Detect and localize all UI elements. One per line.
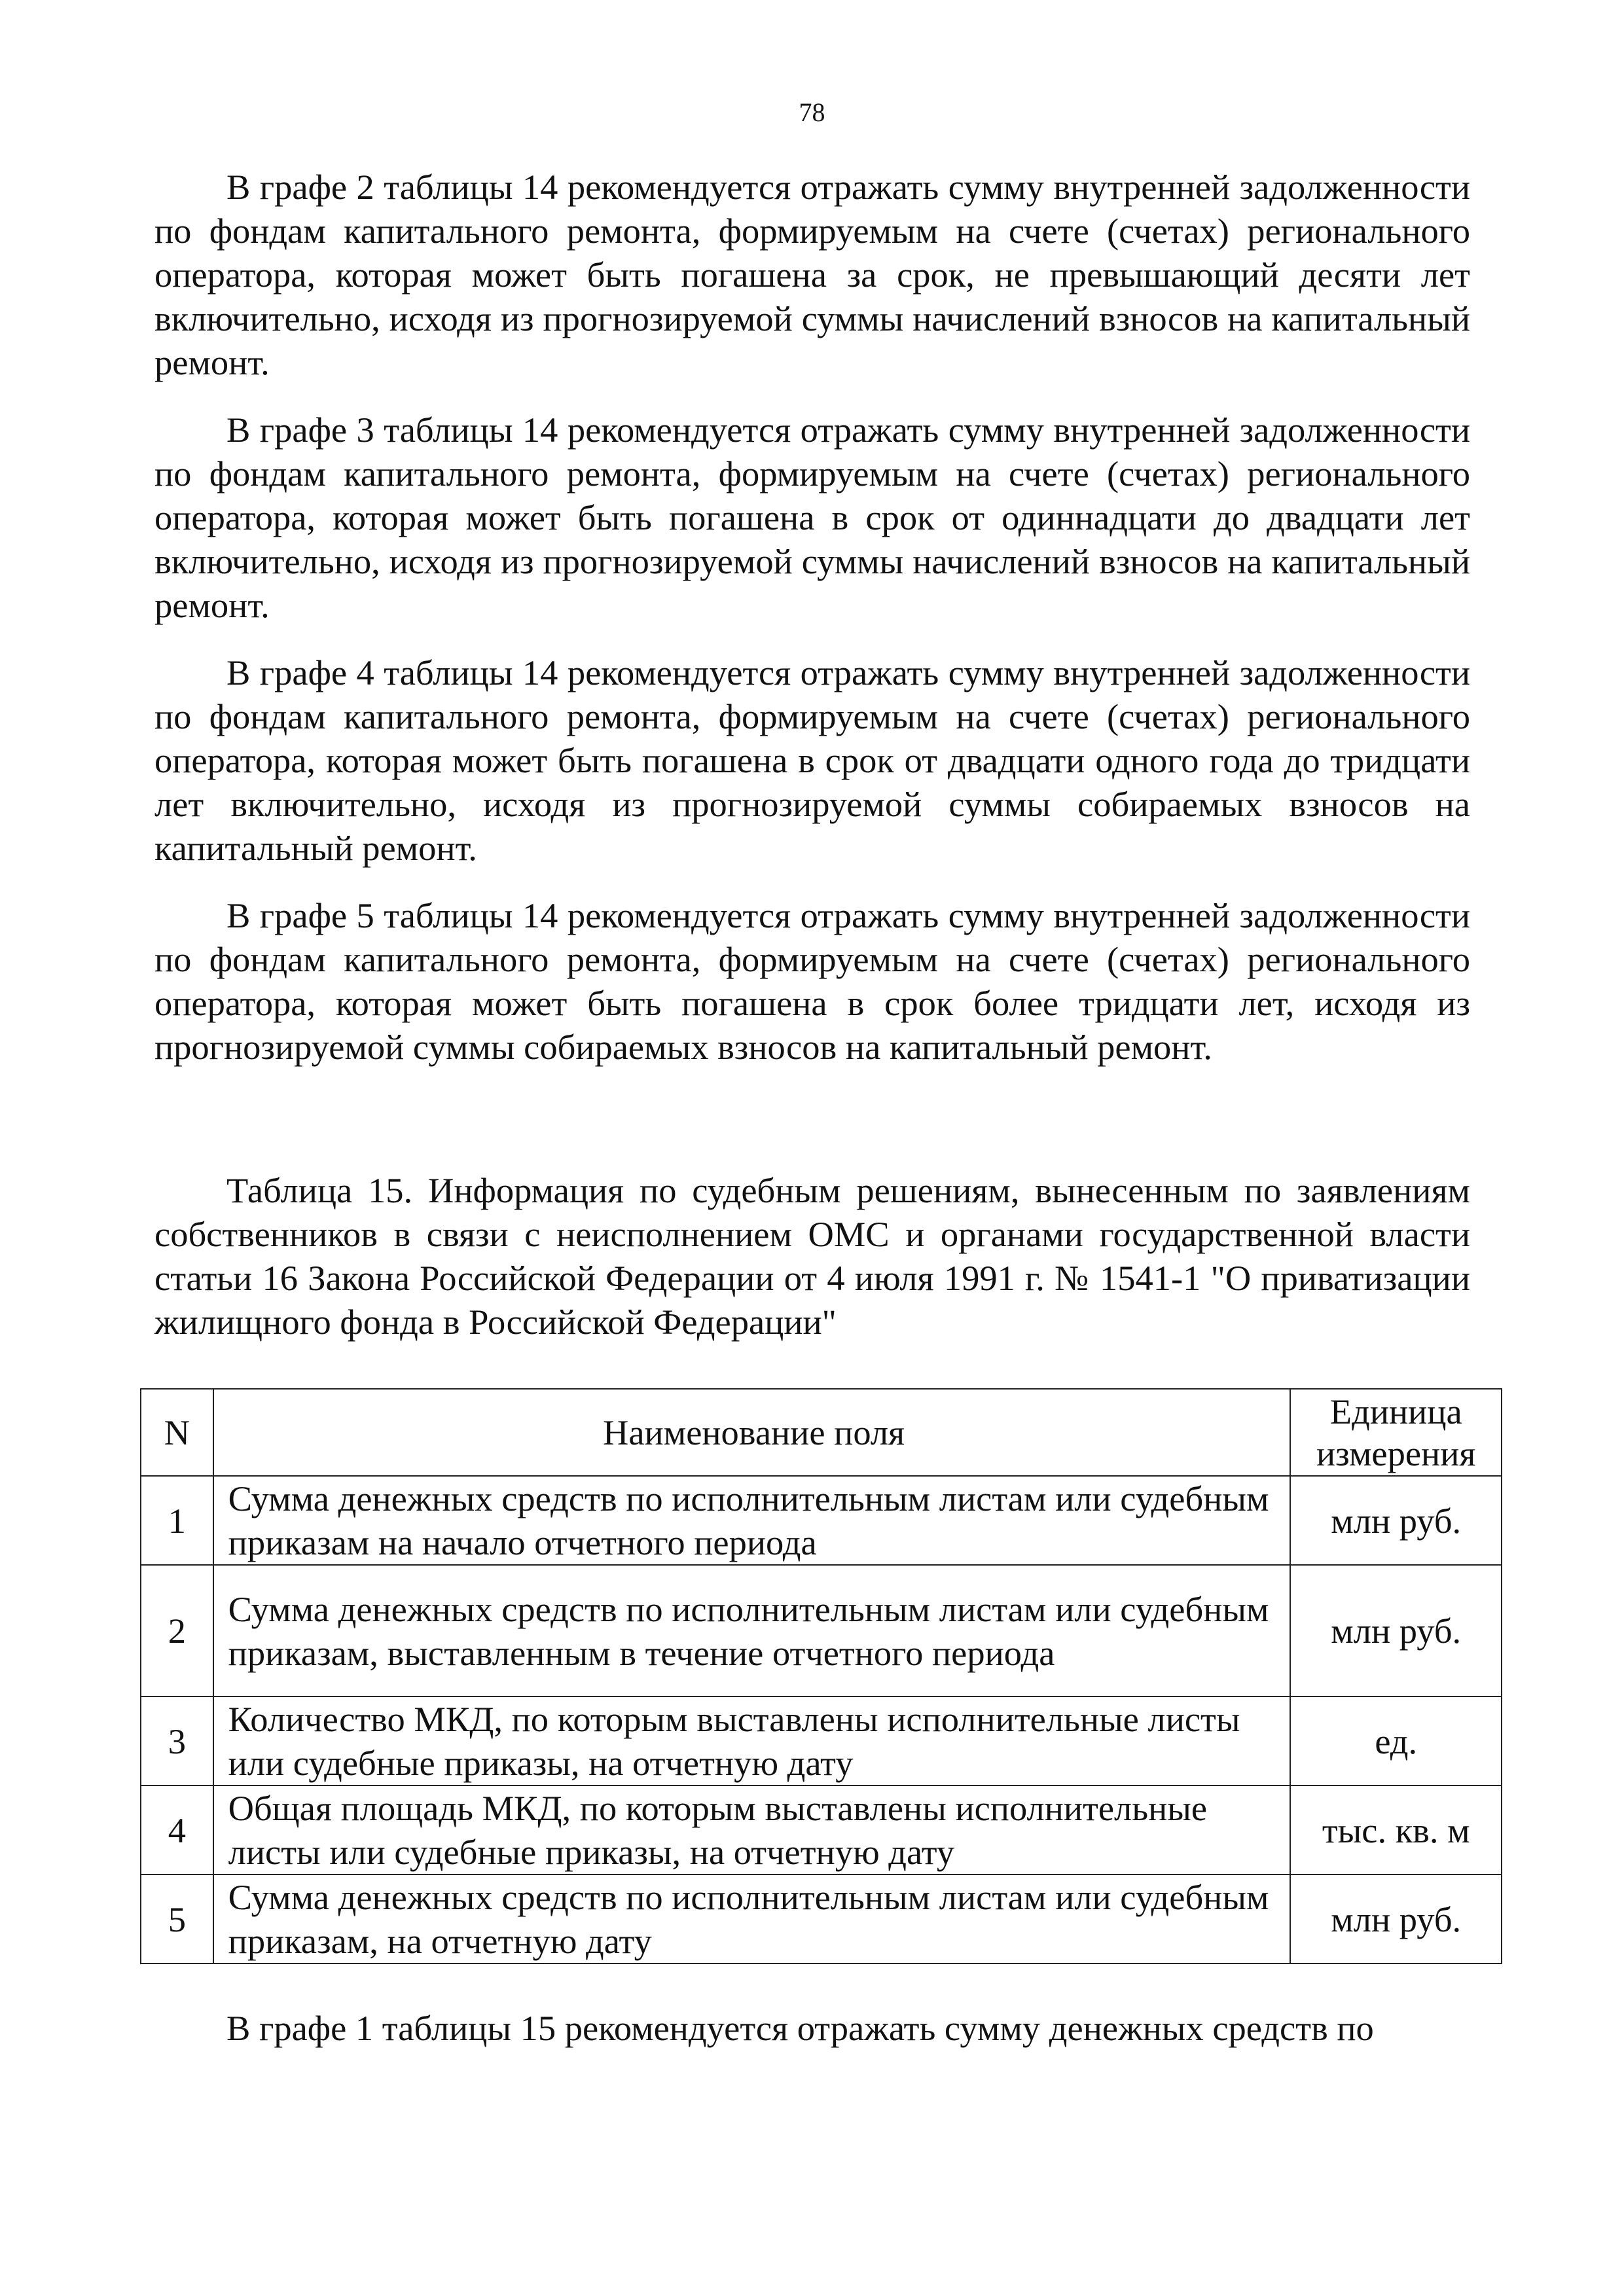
closing-paragraph: В графе 1 таблицы 15 рекомендуется отражать сумму денежных средств по bbox=[226, 2008, 1374, 2048]
table-header-row bbox=[141, 1389, 1502, 1476]
row-field-name: Сумма денежных средств по исполнительным листам или судебным приказам на начало отчетного периода bbox=[213, 1476, 1291, 1565]
row-unit: ед. bbox=[1290, 1696, 1502, 1785]
header-unit bbox=[1290, 1389, 1502, 1476]
row-unit: млн руб. bbox=[1290, 1874, 1502, 1964]
table-row bbox=[141, 1785, 1502, 1874]
page-content bbox=[154, 165, 1476, 2073]
table-row bbox=[141, 1476, 1502, 1565]
row-number: 5 bbox=[141, 1874, 213, 1964]
row-unit: млн руб. bbox=[1290, 1565, 1502, 1696]
row-number: 4 bbox=[141, 1785, 213, 1874]
row-unit: тыс. кв. м bbox=[1290, 1785, 1502, 1874]
page-number: 78 bbox=[799, 98, 825, 127]
header-unit-line1: Единица bbox=[1329, 1391, 1462, 1431]
row-field-name: Общая площадь МКД, по которым выставлены исполнительные листы или судебные приказы, на отчетную дату bbox=[213, 1785, 1291, 1874]
paragraph-graph-3: В графе 3 таблицы 14 рекомендуется отражать сумму внутренней задолженности по фондам капитального ремонта, формируемым на счете (счетах) регионального оператора, которая может быть погашена в срок от одиннадцати до двадцати лет включительно, исходя из прогнозируемой суммы начислений взносов на капитальный ремонт. bbox=[154, 410, 1470, 625]
table-row bbox=[141, 1874, 1502, 1964]
header-field-name: Наименование поля bbox=[213, 1389, 1291, 1476]
paragraph-graph-5: В графе 5 таблицы 14 рекомендуется отражать сумму внутренней задолженности по фондам капитального ремонта, формируемым на счете (счетах) регионального оператора, которая может быть погашена в срок более тридцати лет, исходя из прогнозируемой суммы собираемых взносов на капитальный ремонт. bbox=[154, 895, 1470, 1067]
row-field-name: Сумма денежных средств по исполнительным листам или судебным приказам, выставленным в течение отчетного периода bbox=[213, 1565, 1291, 1696]
table-row bbox=[141, 1565, 1502, 1696]
row-field-name: Сумма денежных средств по исполнительным листам или судебным приказам, на отчетную дату bbox=[213, 1874, 1291, 1964]
fields-table bbox=[140, 1388, 1502, 1964]
table-caption: Таблица 15. Информация по судебным решениям, вынесенным по заявлениям собственников в связи с неисполнением ОМС и органами государственной власти статьи 16 Закона Российской Федерации от 4 июля 1991 г. № 1541-1 "О приватизации жилищного фонда в Российской Федерации" bbox=[154, 1170, 1470, 1342]
row-number: 1 bbox=[141, 1476, 213, 1565]
row-unit: млн руб. bbox=[1290, 1476, 1502, 1565]
header-n: N bbox=[141, 1389, 213, 1476]
row-number: 2 bbox=[141, 1565, 213, 1696]
row-field-name: Количество МКД, по которым выставлены исполнительные листы или судебные приказы, на отчетную дату bbox=[213, 1696, 1291, 1785]
row-number: 3 bbox=[141, 1696, 213, 1785]
header-unit-line2: измерения bbox=[1316, 1433, 1476, 1473]
table-row bbox=[141, 1696, 1502, 1785]
paragraph-graph-4: В графе 4 таблицы 14 рекомендуется отражать сумму внутренней задолженности по фондам капитального ремонта, формируемым на счете (счетах) регионального оператора, которая может быть погашена в срок от двадцати одного года до тридцати лет включительно, исходя из прогнозируемой суммы собираемых взносов на капитальный ремонт. bbox=[154, 653, 1470, 868]
paragraph-graph-2: В графе 2 таблицы 14 рекомендуется отражать сумму внутренней задолженности по фондам капитального ремонта, формируемым на счете (счетах) регионального оператора, которая может быть погашена за срок, не превышающий десяти лет включительно, исходя из прогнозируемой суммы начислений взносов на капитальный ремонт. bbox=[154, 167, 1470, 382]
